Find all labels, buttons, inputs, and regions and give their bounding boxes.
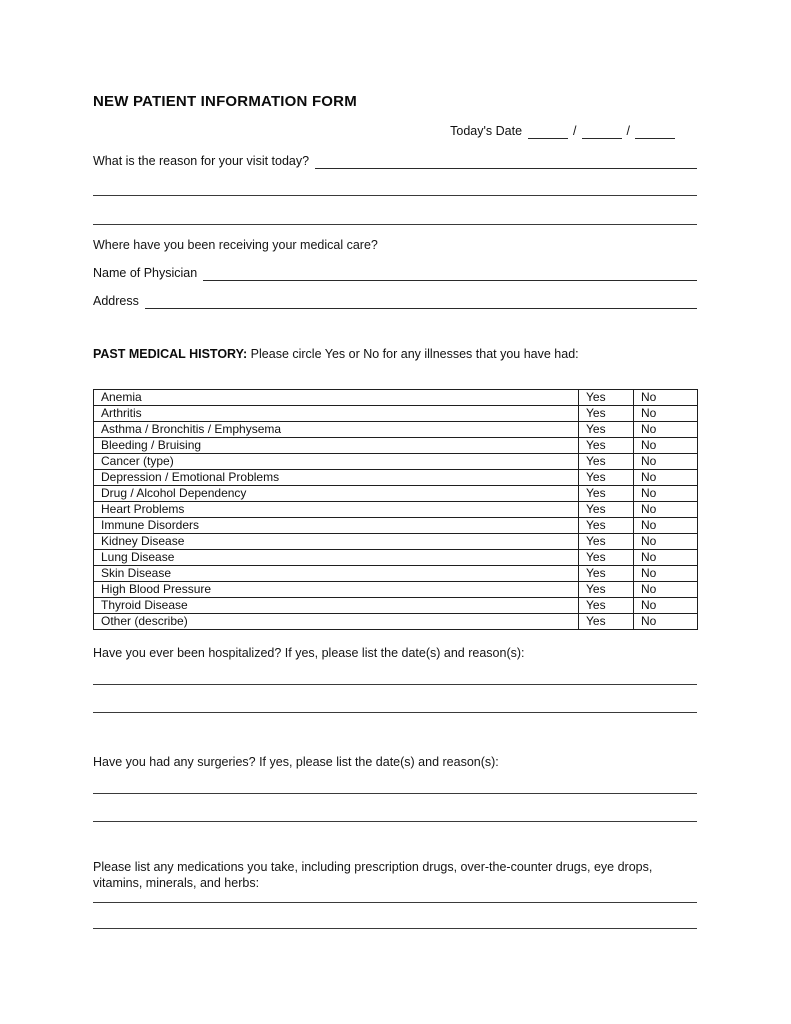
yes-option[interactable]: Yes [579, 486, 634, 502]
condition-label: Heart Problems [94, 502, 579, 518]
history-table-body [94, 390, 698, 630]
no-option[interactable]: No [634, 454, 698, 470]
history-row [94, 486, 698, 502]
yes-option[interactable]: Yes [579, 582, 634, 598]
condition-label: Cancer (type) [94, 454, 579, 470]
condition-label: High Blood Pressure [94, 582, 579, 598]
no-option[interactable]: No [634, 486, 698, 502]
no-option[interactable]: No [634, 566, 698, 582]
form-title: NEW PATIENT INFORMATION FORM [93, 93, 357, 110]
past-medical-history-instructions: Please circle Yes or No for any illnesses that you have had: [250, 347, 579, 361]
history-row [94, 502, 698, 518]
history-row [94, 598, 698, 614]
medications-answer-line-1[interactable] [93, 891, 697, 903]
yes-option[interactable]: Yes [579, 534, 634, 550]
address-label: Address [93, 294, 139, 308]
medications-question: Please list any medications you take, including prescription drugs, over-the-counter drugs, eye drops, vitamins, minerals, and herbs: [93, 860, 653, 890]
date-year-field[interactable] [635, 125, 675, 139]
yes-option[interactable]: Yes [579, 518, 634, 534]
visit-reason-label: What is the reason for your visit today? [93, 154, 310, 168]
yes-option[interactable]: Yes [579, 438, 634, 454]
history-row [94, 550, 698, 566]
condition-label: Kidney Disease [94, 534, 579, 550]
hospitalized-question: Have you ever been hospitalized? If yes, please list the date(s) and reason(s): [93, 646, 525, 660]
todays-date-row [93, 123, 697, 139]
visit-reason-row [93, 153, 697, 169]
no-option[interactable]: No [634, 614, 698, 630]
history-row [94, 470, 698, 486]
no-option[interactable]: No [634, 406, 698, 422]
history-row [94, 390, 698, 406]
no-option[interactable]: No [634, 390, 698, 406]
yes-option[interactable]: Yes [579, 566, 634, 582]
no-option[interactable]: No [634, 518, 698, 534]
physician-row [93, 265, 697, 281]
date-day-field[interactable] [582, 125, 622, 139]
no-option[interactable]: No [634, 534, 698, 550]
no-option[interactable]: No [634, 422, 698, 438]
history-row [94, 438, 698, 454]
no-option[interactable]: No [634, 502, 698, 518]
surgeries-question: Have you had any surgeries? If yes, please list the date(s) and reason(s): [93, 755, 499, 769]
history-row [94, 582, 698, 598]
no-option[interactable]: No [634, 470, 698, 486]
condition-label: Lung Disease [94, 550, 579, 566]
yes-option[interactable]: Yes [579, 454, 634, 470]
history-row [94, 422, 698, 438]
date-month-field[interactable] [528, 125, 568, 139]
address-field[interactable] [145, 295, 697, 309]
todays-date-label: Today's Date [450, 124, 523, 138]
medical-history-table [93, 389, 698, 630]
yes-option[interactable]: Yes [579, 502, 634, 518]
visit-reason-field[interactable] [315, 155, 697, 169]
address-row [93, 293, 697, 309]
past-medical-history-title: PAST MEDICAL HISTORY: [93, 347, 248, 361]
yes-option[interactable]: Yes [579, 550, 634, 566]
condition-label: Drug / Alcohol Dependency [94, 486, 579, 502]
surgeries-answer-line-1[interactable] [93, 770, 697, 794]
visit-reason-extra-line-2[interactable] [93, 196, 697, 225]
no-option[interactable]: No [634, 598, 698, 614]
yes-option[interactable]: Yes [579, 390, 634, 406]
no-option[interactable]: No [634, 438, 698, 454]
medications-answer-line-2[interactable] [93, 903, 697, 929]
medical-care-question: Where have you been receiving your medical care? [93, 238, 378, 252]
condition-label: Thyroid Disease [94, 598, 579, 614]
condition-label: Immune Disorders [94, 518, 579, 534]
surgeries-answer-line-2[interactable] [93, 794, 697, 822]
date-separator: / [573, 124, 577, 138]
yes-option[interactable]: Yes [579, 614, 634, 630]
hospitalized-answer-line-2[interactable] [93, 685, 697, 713]
history-row [94, 566, 698, 582]
history-row [94, 454, 698, 470]
history-row [94, 406, 698, 422]
visit-reason-extra-line-1[interactable] [93, 169, 697, 196]
yes-option[interactable]: Yes [579, 470, 634, 486]
yes-option[interactable]: Yes [579, 422, 634, 438]
condition-label: Depression / Emotional Problems [94, 470, 579, 486]
physician-field[interactable] [203, 267, 697, 281]
history-row [94, 614, 698, 630]
no-option[interactable]: No [634, 582, 698, 598]
physician-label: Name of Physician [93, 266, 198, 280]
yes-option[interactable]: Yes [579, 406, 634, 422]
history-row [94, 534, 698, 550]
condition-label: Asthma / Bronchitis / Emphysema [94, 422, 579, 438]
hospitalized-answer-line-1[interactable] [93, 661, 697, 685]
form-content [93, 93, 697, 929]
condition-label: Bleeding / Bruising [94, 438, 579, 454]
condition-label: Anemia [94, 390, 579, 406]
condition-label: Skin Disease [94, 566, 579, 582]
yes-option[interactable]: Yes [579, 598, 634, 614]
condition-label: Other (describe) [94, 614, 579, 630]
no-option[interactable]: No [634, 550, 698, 566]
past-medical-history-heading [93, 347, 697, 362]
date-separator: / [626, 124, 630, 138]
history-row [94, 518, 698, 534]
condition-label: Arthritis [94, 406, 579, 422]
